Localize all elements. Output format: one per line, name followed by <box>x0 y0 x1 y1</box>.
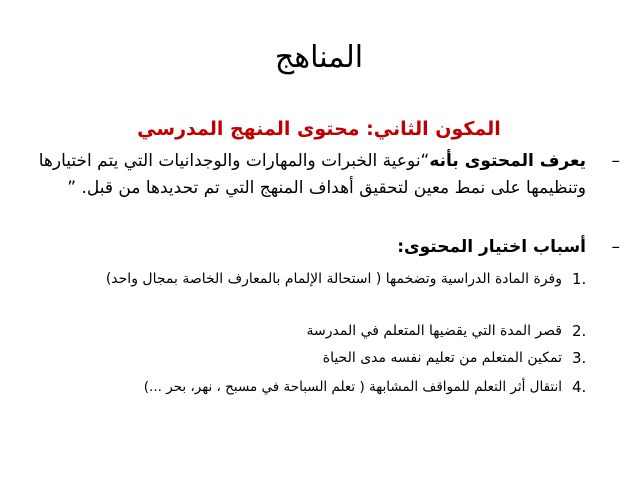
reasons-heading <box>20 234 586 261</box>
reason-text: وفرة المادة الدراسية وتضخمها ( استحالة الإلمام بالمعارف الخاصة بمجال واحد) <box>105 271 562 287</box>
bullet-dash: – <box>611 151 620 171</box>
definition-body: “نوعية الخبرات والمهارات والوجدانيات التي يتم اختيارها وتنظيمها على نمط معين لتحقيق أهداف المنهج التي تم تحديدها من قبل. ” <box>38 151 586 198</box>
reason-number: 4. <box>572 378 587 396</box>
reason-number: 2. <box>572 322 587 340</box>
definition-lead: يعرف المحتوى بأنه <box>429 151 586 171</box>
reason-item <box>17 376 587 398</box>
reason-text: تمكين المتعلم من تعليم نفسه مدى الحياة <box>322 350 562 366</box>
bullet-dash: – <box>611 237 620 257</box>
definition-bullet <box>20 148 620 202</box>
slide-title: المناهج <box>274 40 364 75</box>
reason-item <box>17 320 587 342</box>
reason-number: 3. <box>572 349 587 367</box>
reason-item <box>17 347 587 369</box>
definition-text <box>20 148 586 202</box>
reason-item <box>17 268 587 290</box>
reasons-bullet <box>20 234 620 261</box>
reason-text: قصر المدة التي يقضيها المتعلم في المدرسة <box>306 323 562 339</box>
slide-subtitle: المكون الثاني: محتوى المنهج المدرسي <box>137 118 501 140</box>
reasons-lead: أسباب اختيار المحتوى: <box>397 237 586 257</box>
reason-number: 1. <box>572 270 587 288</box>
reason-text: انتقال أثر التعلم للمواقف المشابهة ( تعلم السباحة في مسبح ، نهر، بحر ...) <box>143 379 562 395</box>
